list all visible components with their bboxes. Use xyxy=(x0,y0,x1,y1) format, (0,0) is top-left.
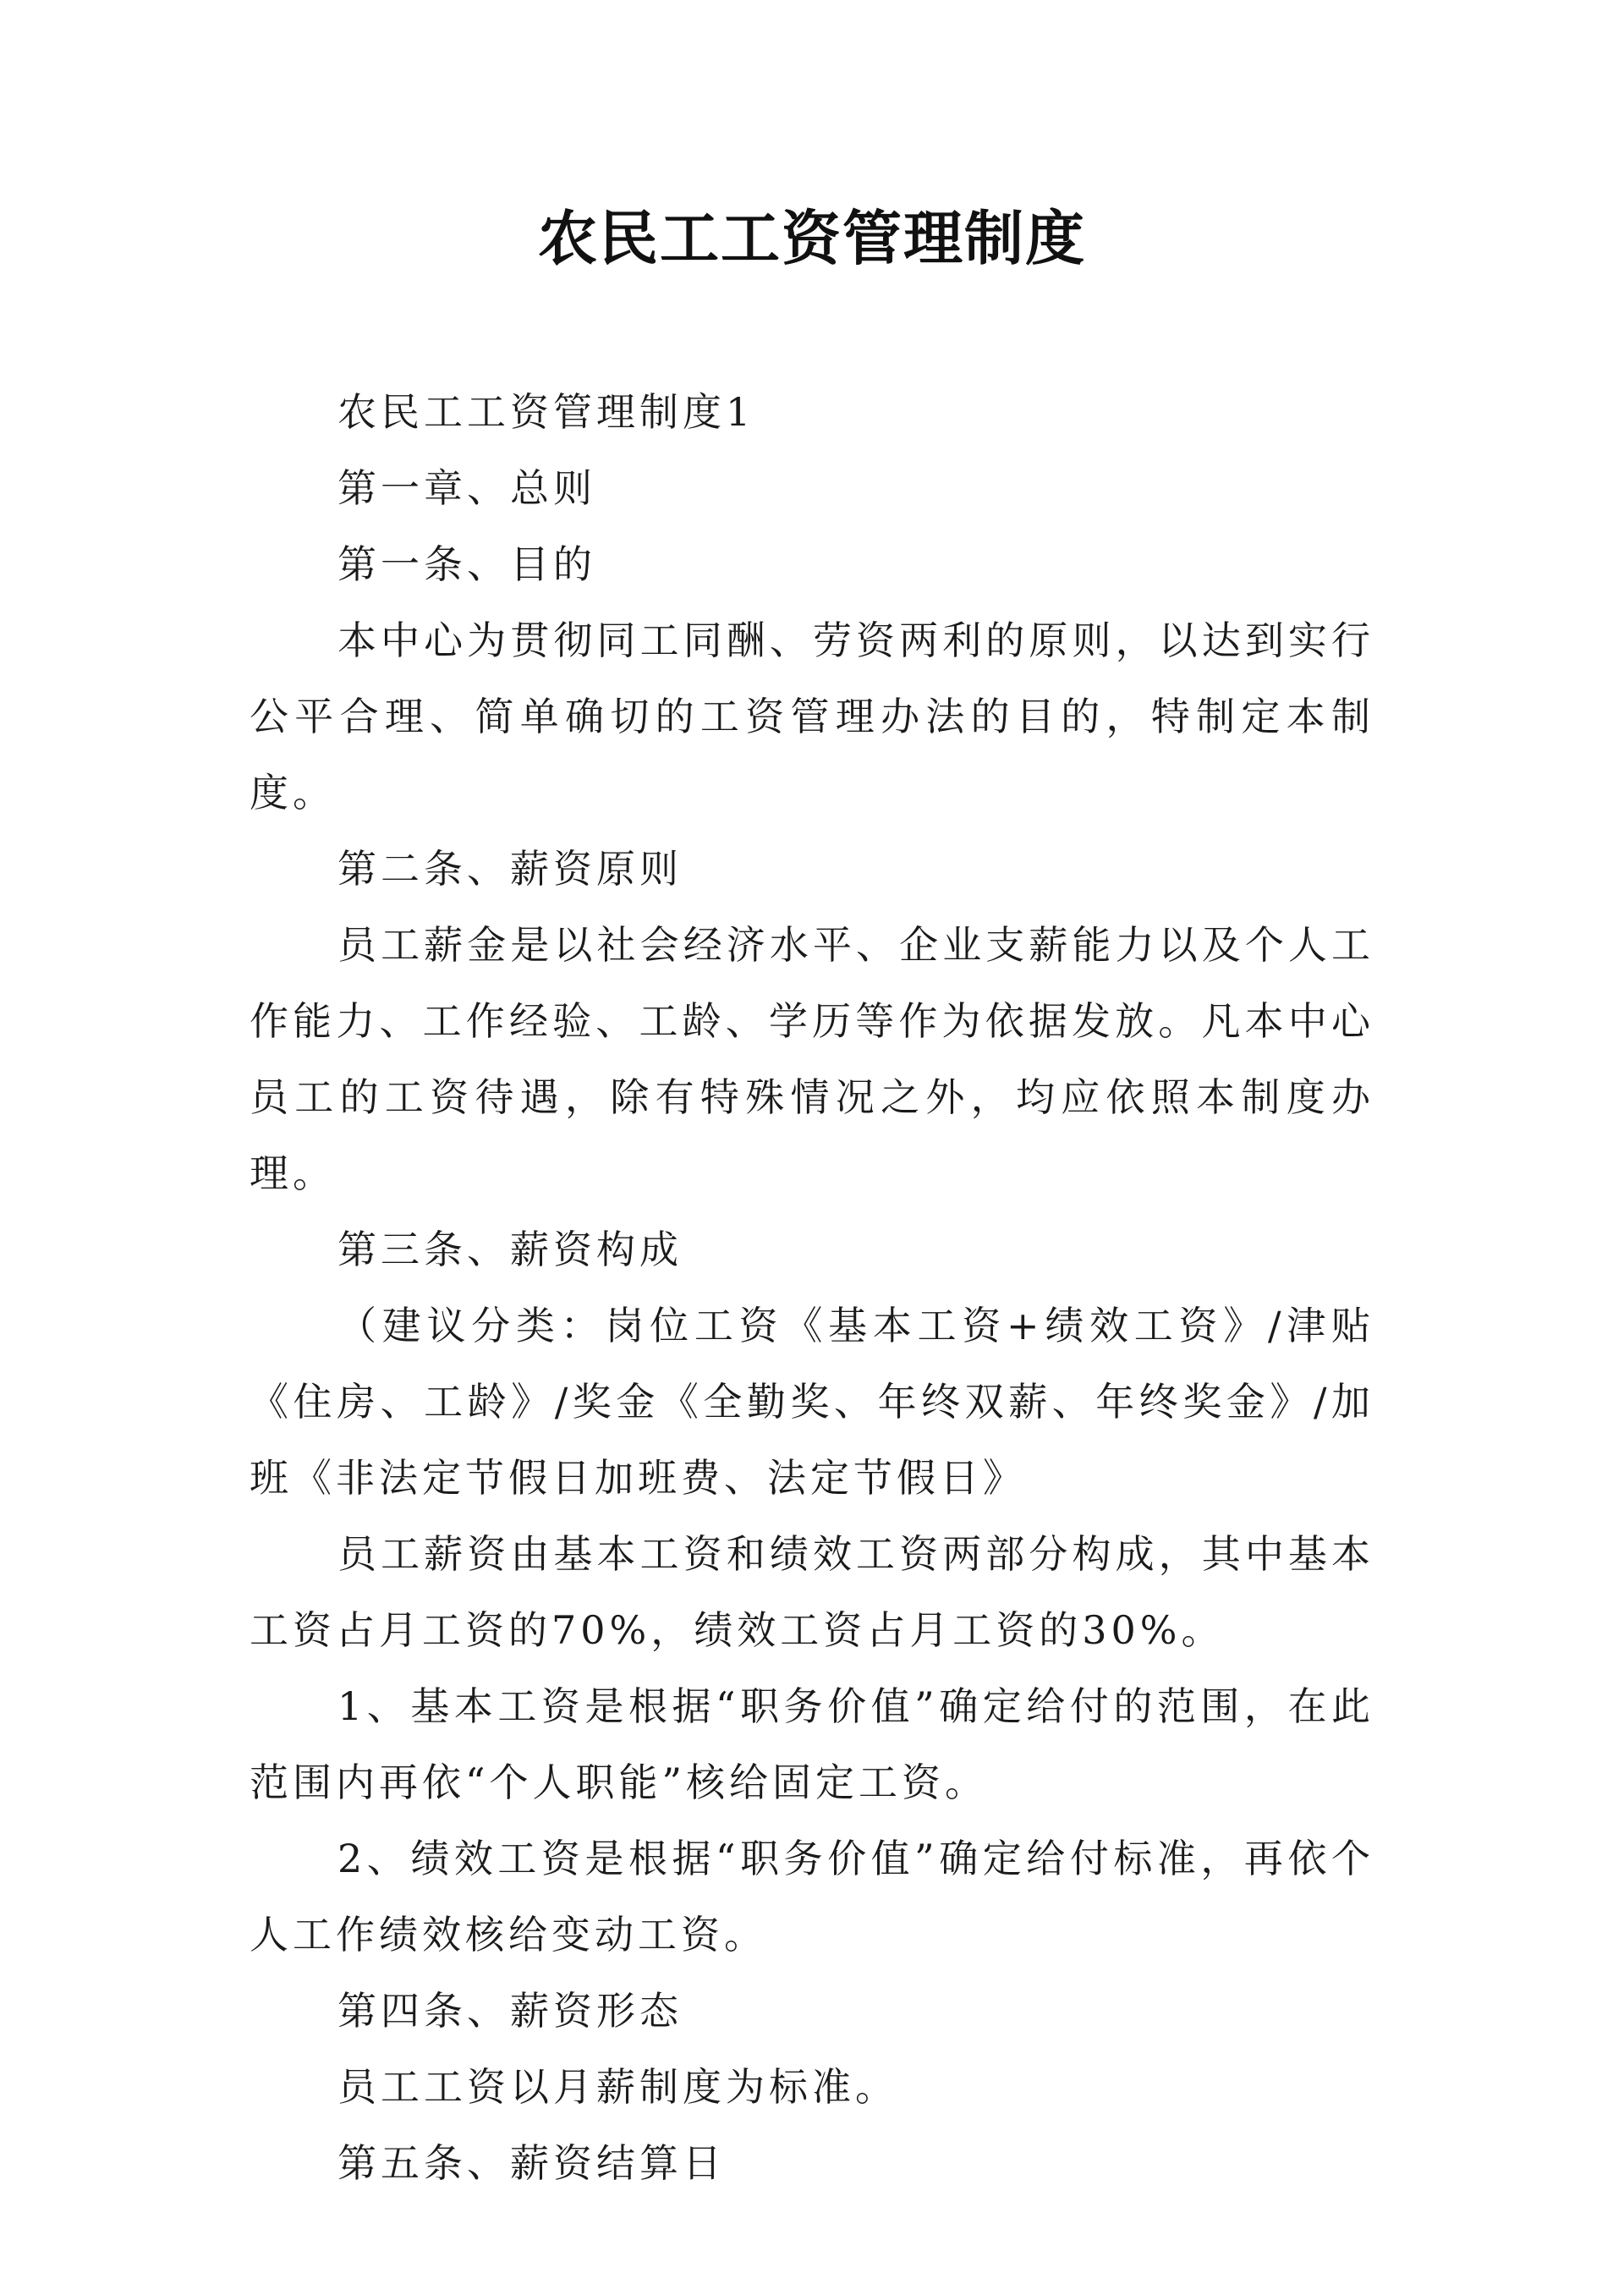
body-paragraph: 员工薪资由基本工资和绩效工资两部分构成，其中基本工资占月工资的70%，绩效工资占月工资的30%。 xyxy=(250,1531,1374,1653)
article-heading: 第四条、薪资形态 xyxy=(337,1988,683,2034)
body-paragraph: 本中心为贯彻同工同酬、劳资两利的原则，以达到实行公平合理、简单确切的工资管理办法的目的，特制定本制度。 xyxy=(250,618,1374,815)
document-body xyxy=(250,374,1374,2201)
article-heading: 第三条、薪资构成 xyxy=(337,1227,683,1272)
document-subtitle: 农民工工资管理制度1 xyxy=(337,389,755,435)
document-title: 农民工工资管理制度 xyxy=(538,204,1086,273)
body-paragraph: （建议分类：岗位工资《基本工资+绩效工资》/津贴《住房、工龄》/奖金《全勤奖、年终双薪、年终奖金》/加班《非法定节假日加班费、法定节假日》 xyxy=(250,1303,1374,1501)
body-paragraph: 2、绩效工资是根据“职务价值”确定给付标准，再依个人工作绩效核给变动工资。 xyxy=(250,1836,1374,1957)
body-paragraph: 员工工资以月薪制度为标准。 xyxy=(337,2064,898,2110)
article-heading: 第一条、目的 xyxy=(337,541,596,587)
article-heading: 第二条、薪资原则 xyxy=(337,846,683,892)
body-paragraph: 1、基本工资是根据“职务价值”确定给付的范围，在此范围内再依“个人职能”核给固定工资。 xyxy=(250,1683,1374,1805)
body-paragraph: 员工薪金是以社会经济水平、企业支薪能力以及个人工作能力、工作经验、工龄、学历等作为依据发放。凡本中心员工的工资待遇，除有特殊情况之外，均应依照本制度办理。 xyxy=(250,922,1374,1196)
article-heading: 第五条、薪资结算日 xyxy=(337,2140,726,2186)
chapter-heading: 第一章、总则 xyxy=(337,465,596,511)
